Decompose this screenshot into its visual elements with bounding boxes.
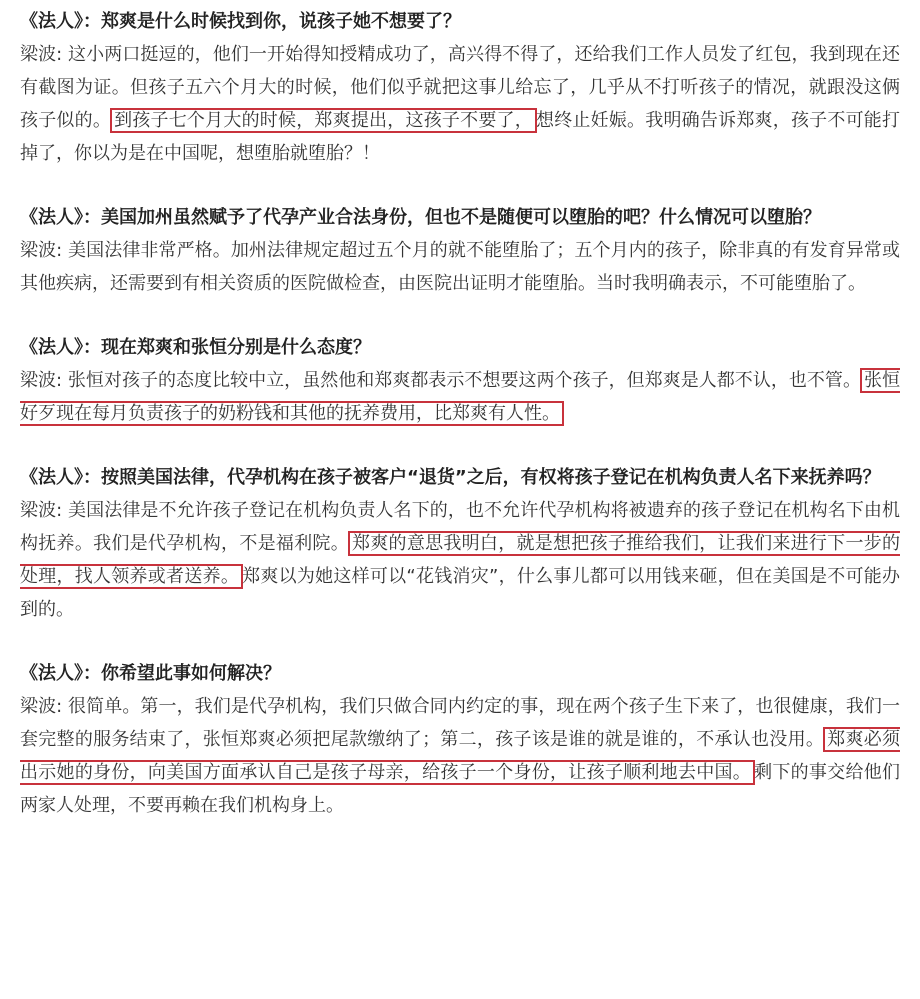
spacer [20, 626, 900, 652]
spacer [20, 170, 900, 196]
article-body [20, 0, 900, 822]
answer-text: 梁波: 这小两口挺逗的，他们一开始得知授精成功了，高兴得不得了，还给我们工作人员发了红包，我到现在还有截图为证。但孩子五六个月大的时候，他们似乎就把这事儿给忘了，几乎从不打听孩子的情况，就跟没这俩孩子似的。 [20, 44, 900, 131]
qa-block-4 [20, 462, 900, 626]
highlighted-quote: 到孩子七个月大的时候，郑爽提出，这孩子不要了， [110, 108, 537, 133]
question-heading: 《法人》：按照美国法律，代孕机构在孩子被客户“退货”之后，有权将孩子登记在机构负责人名下来抚养吗？ [20, 467, 881, 488]
qa-block-1 [20, 6, 900, 170]
question-heading: 《法人》：美国加州虽然赋予了代孕产业合法身份，但也不是随便可以堕胎的吧？什么情况可以堕胎？ [20, 207, 821, 228]
qa-block-3 [20, 332, 900, 430]
answer-paragraph [20, 364, 900, 430]
answer-text: 剩下的事交给他们两家人处理，不要再赖在我们机构身上。 [20, 762, 900, 816]
highlighted-quote: 郑爽必须出示她的身份，向美国方面承认自己是孩子母亲，给孩子一个身份，让孩子顺利地去中国。 [20, 729, 901, 783]
spacer [20, 430, 900, 456]
answer-text: 梁波: 张恒对孩子的态度比较中立，虽然他和郑爽都表示不想要这两个孩子，但郑爽是人都不认，也不管。 [20, 370, 861, 391]
highlighted-quote: 张恒好歹现在每月负责孩子的奶粉钱和其他的抚养费用，比郑爽有人性。 [20, 370, 901, 424]
answer-paragraph [20, 38, 900, 170]
answer-paragraph [20, 234, 900, 300]
question-heading: 《法人》：你希望此事如何解决？ [20, 663, 281, 684]
answer-text: 梁波: 很简单。第一，我们是代孕机构，我们只做合同内约定的事，现在两个孩子生下来了，也很健康，我们一套完整的服务结束了，张恒郑爽必须把尾款缴纳了；第二，孩子该是谁的就是谁的，不承认也没用。 [20, 696, 900, 750]
answer-text: 郑爽以为她这样可以“花钱消灾”，什么事儿都可以用钱来砸，但在美国是不可能办到的。 [20, 566, 900, 620]
highlighted-quote: 郑爽的意思我明白，就是想把孩子推给我们，让我们来进行下一步的处理，找人领养或者送养。 [20, 533, 901, 587]
answer-text: 梁波: 美国法律是不允许孩子登记在机构负责人名下的，也不允许代孕机构将被遗弃的孩子登记在机构名下由机构抚养。我们是代孕机构，不是福利院。 [20, 500, 900, 554]
answer-text: 梁波: 美国法律非常严格。加州法律规定超过五个月的就不能堕胎了；五个月内的孩子，除非真的有发育异常或其他疾病，还需要到有相关资质的医院做检查，由医院出证明才能堕胎。当时我明确表示，不可能堕胎了。 [20, 240, 900, 294]
answer-paragraph [20, 494, 900, 626]
qa-block-2 [20, 202, 900, 300]
question-heading: 《法人》：现在郑爽和张恒分别是什么态度？ [20, 337, 371, 358]
question-heading: 《法人》：郑爽是什么时候找到你，说孩子她不想要了？ [20, 11, 461, 32]
spacer [20, 300, 900, 326]
answer-paragraph [20, 690, 900, 822]
answer-text: 想终止妊娠。我明确告诉郑爽，孩子不可能打掉了，你以为是在中国呢，想堕胎就堕胎？！ [20, 110, 901, 164]
qa-block-5 [20, 658, 900, 822]
